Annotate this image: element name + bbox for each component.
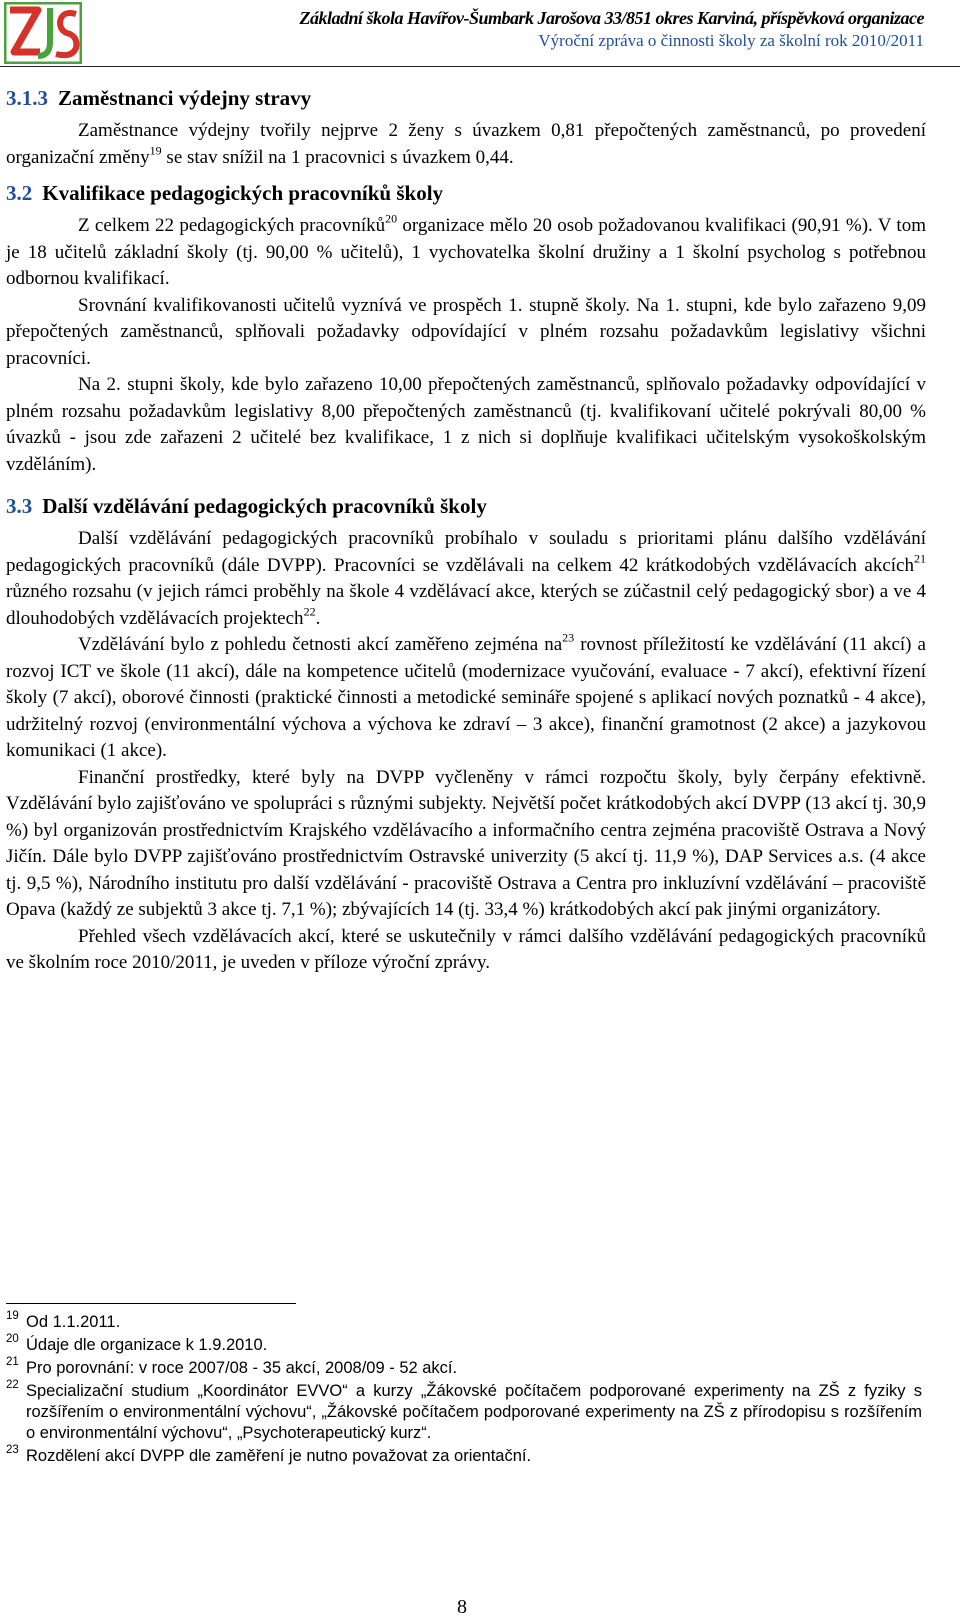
footnotes: [6, 1303, 922, 1469]
paragraph: [6, 632, 926, 765]
footnote-item: [6, 1358, 922, 1379]
header-text: [299, 8, 924, 51]
footnote-number: 22: [6, 1379, 19, 1391]
section-heading-3-2: [6, 179, 926, 207]
section-title: Další vzdělávání pedagogických pracovníků školy: [42, 494, 487, 518]
text-run: Vzdělávání bylo z pohledu četnosti akcí zaměřeno zejména na: [78, 634, 563, 655]
section-heading-3-1-3: [6, 84, 926, 112]
footnote-text: Specializační studium „Koordinátor EVVO“ a kurzy „Žákovské počítačem podporované experimenty na ZŠ z fyziky s rozšířením o environmentální výchovu“, „Žákovské počítačem podporované experimenty na ZŠ z přírodopisu s rozšířením o environmentální výchovu“, „Psychoterapeutický kurz“.: [26, 1382, 922, 1442]
text-run: Z celkem 22 pedagogických pracovníků: [78, 215, 386, 236]
page-number: 8: [457, 1596, 467, 1618]
footnote-text: Od 1.1.2011.: [26, 1313, 121, 1331]
text-run: různého rozsahu (v jejich rámci proběhly na škole 4 vzdělávací akce, kterých se zúčastnil celý pedagogický sbor) a ve 4 dlouhodobých vzdělávacích projektech: [6, 581, 926, 629]
footnote-ref[interactable]: 20: [385, 211, 398, 226]
footnote-ref[interactable]: 22: [303, 604, 316, 619]
footnote-divider: [6, 1303, 296, 1304]
footnote-item: [6, 1312, 922, 1333]
paragraph: [6, 526, 926, 632]
paragraph: [6, 118, 926, 171]
text-run: rovnost příležitostí ke vzdělávání (11 akcí) a rozvoj ICT ve škole (11 akcí), dále na kompetence učitelů (modernizace vyučování, evaluace - 7 akcí), efektivní řízení školy (7 akcí), oborové činnosti (praktické činnosti a metodické semináře spojené s aplikací nových poznatků - 4 akce), udržitelný rozvoj (environmentální výchova a výchova ke zdraví – 3 akce), finanční gramotnost (2 akce) a jazykovou komunikaci (1 akce).: [6, 634, 926, 761]
footnote-text: Rozdělení akcí DVPP dle zaměření je nutno považovat za orientační.: [26, 1447, 532, 1465]
school-name: Základní škola Havířov-Šumbark Jarošova 33/851 okres Karviná, příspěvková organizace: [299, 8, 924, 28]
section-heading-3-3: [6, 492, 926, 520]
footnote-number: 19: [6, 1310, 19, 1322]
footnote-number: 20: [6, 1333, 19, 1345]
text-run: Zaměstnance výdejny tvořily nejprve 2 ženy s úvazkem 0,81 přepočtených zaměstnanců, po provedení organizační změny: [6, 120, 926, 168]
footnote-number: 21: [6, 1356, 19, 1368]
paragraph: Přehled všech vzdělávacích akcí, které se uskutečnily v rámci dalšího vzdělávání pedagogických pracovníků ve školním roce 2010/2011, je uveden v příloze výroční zprávy.: [6, 925, 926, 973]
footnote-text: Pro porovnání: v roce 2007/08 - 35 akcí, 2008/09 - 52 akcí.: [26, 1359, 458, 1377]
footnote-ref[interactable]: 19: [149, 143, 162, 158]
footnote-text: Údaje dle organizace k 1.9.2010.: [26, 1336, 268, 1354]
report-title: Výroční zpráva o činnosti školy za školní rok 2010/2011: [538, 31, 924, 50]
footnote-ref[interactable]: 23: [562, 630, 575, 645]
school-logo-icon: [4, 2, 82, 64]
section-number: 3.2: [6, 181, 33, 205]
footnote-number: 23: [6, 1444, 19, 1456]
paragraph: Finanční prostředky, které byly na DVPP vyčleněny v rámci rozpočtu školy, byly čerpány efektivně. Vzdělávání bylo zajišťováno ve spolupráci s různými subjekty. Největší počet krátkodobých akcí DVPP (13 akcí tj. 30,9 %) byl organizován prostřednictvím Krajského vzdělávacího a informačního centra zejména pracoviště Ostrava a Nový Jičín. Dále bylo DVPP zajišťováno prostřednictvím Ostravské univerzity (5 akcí tj. 11,9 %), DAP Services a.s. (4 akce tj. 9,5 %), Národního institutu pro další vzdělávání - pracoviště Ostrava a Centra pro inkluzívní vzdělávání – pracoviště Opava (každý ze subjektů 3 akce tj. 7,1 %); zbývajících 14 (tj. 33,4 %) krátkodobých akcí pak jinými organizátory.: [6, 766, 926, 920]
footnote-ref[interactable]: 21: [914, 551, 926, 566]
text-run: Další vzdělávání pedagogických pracovníků probíhalo v souladu s prioritami plánu dalšího vzdělávání pedagogických pracovníků (dále DVPP). Pracovníci se vzdělávali na celkem 42 krátkodobých vzdělávacích akcích: [6, 528, 926, 576]
header-divider: [0, 66, 960, 67]
section-title: Kvalifikace pedagogických pracovníků školy: [42, 181, 444, 205]
paragraph: Na 2. stupni školy, kde bylo zařazeno 10,00 přepočtených zaměstnanců, splňovalo požadavky odpovídající v plném rozsahu požadavkům legislativy 8,00 přepočtených zaměstnanců (tj. kvalifikovaní učitelé pokrývali 80,00 % úvazků - jsou zde zařazeni 2 učitelé bez kvalifikace, 1 z nich si doplňuje kvalifikaci učitelským vysokoškolským vzděláním).: [6, 374, 926, 475]
paragraph: Srovnání kvalifikovanosti učitelů vyznívá ve prospěch 1. stupně školy. Na 1. stupni, kde bylo zařazeno 9,09 přepočtených zaměstnanců, splňovali požadavky odpovídající v plném rozsahu požadavkům legislativy všichni pracovníci.: [6, 294, 926, 369]
text-run: se stav snížil na 1 pracovnici s úvazkem 0,44.: [161, 146, 514, 168]
page-header: [0, 0, 960, 72]
text-run: organizace mělo 20 osob požadovanou kvalifikaci (90,91 %). V tom je 18 učitelů základní školy (tj. 90,00 % učitelů), 1 vychovatelka školní družiny a 1 školní psycholog s potřebnou odbornou kvalifikací.: [6, 215, 926, 289]
footnote-item: [6, 1335, 922, 1356]
paragraph: [6, 213, 926, 293]
text-run: .: [315, 607, 321, 629]
section-number: 3.1.3: [6, 86, 48, 110]
footnote-item: [6, 1446, 922, 1467]
section-title: Zaměstnanci výdejny stravy: [58, 86, 312, 110]
section-number: 3.3: [6, 494, 33, 518]
footnote-item: [6, 1381, 922, 1444]
main-content: [6, 84, 926, 977]
